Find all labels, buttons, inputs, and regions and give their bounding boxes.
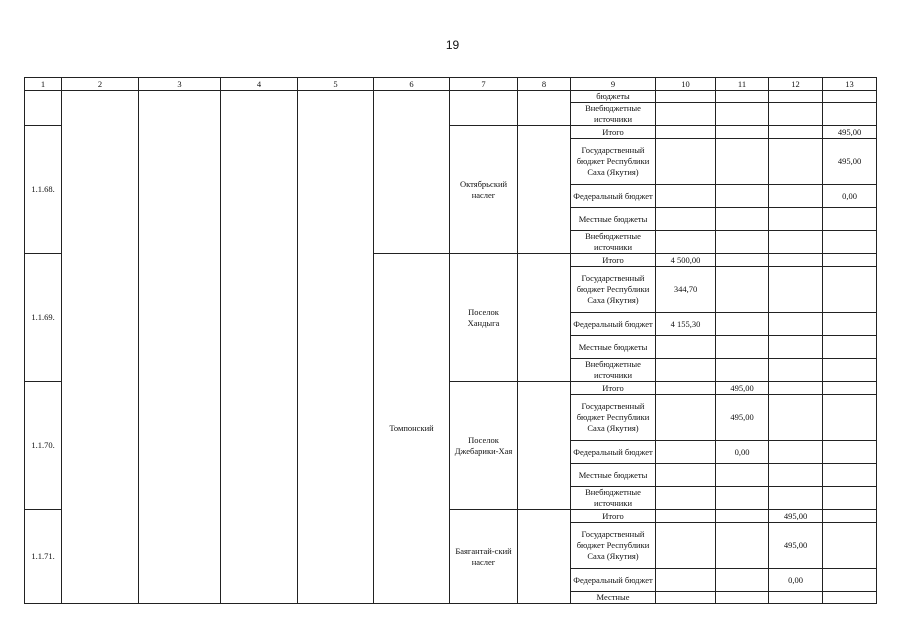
col-header-9: 9: [571, 78, 656, 91]
source-label: Государственный бюджет Республики Саха (Якутия): [571, 395, 656, 441]
col-header-7: 7: [450, 78, 518, 91]
value-cell: 495,00: [769, 523, 823, 569]
page-number: 19: [445, 38, 460, 52]
source-label: Местные бюджеты: [571, 336, 656, 359]
place-name: Поселок Хандыга: [450, 254, 518, 382]
source-label: Итого: [571, 382, 656, 395]
place-name: Поселок Джебарики-Хая: [450, 382, 518, 510]
source-label: Итого: [571, 510, 656, 523]
budget-table: [24, 77, 877, 604]
row-id: 1.1.69.: [25, 254, 62, 382]
district-cell-prev: [374, 91, 450, 254]
district-name: Томпонский: [374, 254, 450, 604]
source-label: Федеральный бюджет: [571, 185, 656, 208]
value-cell: 495,00: [716, 382, 769, 395]
source-label: Местные бюджеты: [571, 464, 656, 487]
source-label: Местные: [571, 592, 656, 604]
col-header-6: 6: [374, 78, 450, 91]
value-cell: 4 155,30: [656, 313, 716, 336]
col-header-12: 12: [769, 78, 823, 91]
col-header-5: 5: [298, 78, 374, 91]
header-row: [25, 78, 877, 91]
source-label: Местные бюджеты: [571, 208, 656, 231]
source-label: Внебюджетные источники: [571, 103, 656, 126]
value-cell: 495,00: [823, 126, 877, 139]
source-label: Федеральный бюджет: [571, 313, 656, 336]
source-label: Федеральный бюджет: [571, 569, 656, 592]
row-id: 1.1.68.: [25, 126, 62, 254]
row-id: 1.1.71.: [25, 510, 62, 604]
col5-span-cell: [298, 91, 374, 604]
col2-span-cell: [62, 91, 139, 604]
source-label: Государственный бюджет Республики Саха (Якутия): [571, 267, 656, 313]
source-label: Итого: [571, 254, 656, 267]
place-name: Баягантай-ский наслег: [450, 510, 518, 604]
source-label: Внебюджетные источники: [571, 231, 656, 254]
col-header-2: 2: [62, 78, 139, 91]
place-name: Октябрьский наслег: [450, 126, 518, 254]
value-cell: 0,00: [823, 185, 877, 208]
value-cell: 4 500,00: [656, 254, 716, 267]
col-header-10: 10: [656, 78, 716, 91]
value-cell: 495,00: [716, 395, 769, 441]
table-row: [25, 91, 877, 103]
row-id: 1.1.70.: [25, 382, 62, 510]
col3-span-cell: [139, 91, 221, 604]
source-label: Государственный бюджет Республики Саха (Якутия): [571, 523, 656, 569]
value-cell: 0,00: [716, 441, 769, 464]
source-label: Внебюджетные источники: [571, 487, 656, 510]
col4-span-cell: [221, 91, 298, 604]
value-cell: 495,00: [823, 139, 877, 185]
value-cell: 0,00: [769, 569, 823, 592]
source-label: Государственный бюджет Республики Саха (Якутия): [571, 139, 656, 185]
col-header-4: 4: [221, 78, 298, 91]
col-header-13: 13: [823, 78, 877, 91]
source-label: бюджеты: [571, 91, 656, 103]
source-label: Итого: [571, 126, 656, 139]
col-header-8: 8: [518, 78, 571, 91]
col-header-11: 11: [716, 78, 769, 91]
value-cell: 344,70: [656, 267, 716, 313]
col-header-1: 1: [25, 78, 62, 91]
value-cell: 495,00: [769, 510, 823, 523]
col-header-3: 3: [139, 78, 221, 91]
source-label: Федеральный бюджет: [571, 441, 656, 464]
source-label: Внебюджетные источники: [571, 359, 656, 382]
